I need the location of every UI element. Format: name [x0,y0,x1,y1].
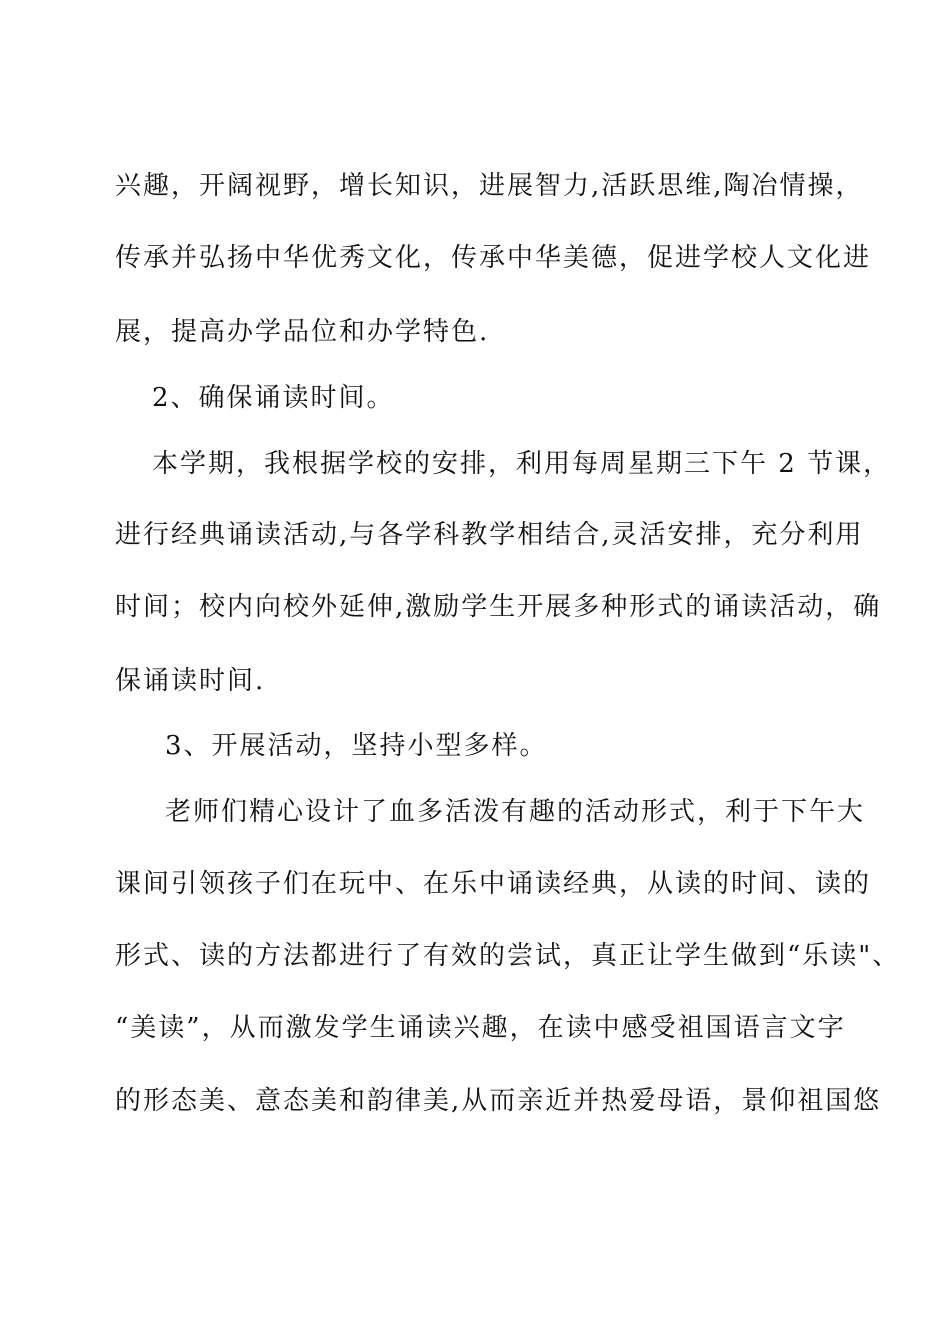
paragraph-line: “美读”，从而激发学生诵读兴趣，在读中感受祖国语言文字 [115,1013,846,1043]
paragraph-line: 兴趣，开阔视野，增长知识，进展智力,活跃思维,陶冶情操， [115,171,864,201]
paragraph-line: 进行经典诵读活动,与各学科教学相结合,灵活安排，充分利用 [115,520,864,550]
paragraph-line: 老师们精心设计了血多活泼有趣的活动形式，利于下午大 [165,797,866,827]
paragraph-line: 展，提高办学品位和办学特色. [115,317,490,347]
section-heading: 2、确保诵读时间。 [152,383,395,413]
paragraph-line: 保诵读时间. [115,666,266,696]
paragraph-line: 传承并弘扬中华优秀文化，传承中华美德，促进学校人文化进 [115,243,872,273]
section-heading: 3、开展活动，坚持小型多样。 [165,731,548,761]
paragraph-line: 形式、读的方法都进行了有效的尝试，真正让学生做到“乐读"、 [115,941,901,971]
paragraph-line: 课间引领孩子们在玩中、在乐中诵读经典，从读的时间、读的 [115,869,872,899]
paragraph-line: 时间；校内向校外延伸,激励学生开展多种形式的诵读活动，确 [115,592,882,622]
paragraph-line: 的形态美、意态美和韵律美,从而亲近并热爱母语，景仰祖国悠 [115,1086,882,1116]
paragraph-line: 本学期，我根据学校的安排，利用每周星期三下午 2 节课， [152,449,892,479]
